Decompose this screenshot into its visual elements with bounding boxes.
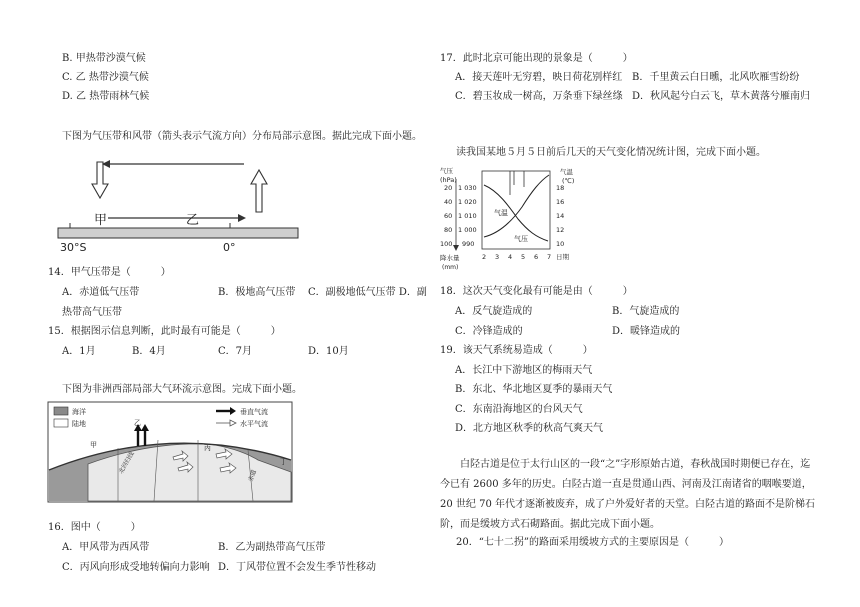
svg-text:(℃): (℃) (562, 177, 575, 185)
intro-chart: 读我国某地５月５日前后几天的天气变化情况统计图，完成下面小题。 (456, 147, 766, 158)
temperature-curve (484, 175, 549, 237)
svg-text:气压: 气压 (440, 167, 453, 175)
svg-text:3: 3 (495, 253, 500, 261)
q15-option-b: B．4月 (132, 346, 166, 357)
q16-option-c: C．丙风向形成受地转偏向力影响 (62, 562, 210, 573)
q16-stem: 16．图中（ ） (48, 522, 141, 533)
q18-stem: 18．这次天气变化最有可能是由（ ） (440, 286, 633, 297)
intro-figure-2: 下图为非洲西部局部大气环流示意图。完成下面小题。 (62, 384, 302, 395)
svg-text:100: 100 (440, 240, 453, 248)
q18-option-d: D．暖锋造成的 (612, 326, 681, 337)
weather-chart (436, 165, 596, 271)
q18-option-c: C．冷锋造成的 (455, 326, 523, 337)
q18-option-a: A．反气旋造成的 (455, 306, 533, 317)
svg-text:1 020: 1 020 (458, 198, 477, 206)
label-0deg: 0° (223, 241, 236, 254)
passage-text: 白陉古道是位于太行山区的一段“之”字形原始古道，春秋战国时期便已存在，迄今已有 2600 多年的历史。白陉古道一直是贯通山西、河南及江南诸省的咽喉要道，20 世纪 70 年代才逐渐被废弃，成了户外爱好者的天堂。白陉古道的路面不是阶梯石阶，而是缓坡方式石砌路面。据此完成下面小题。 (440, 459, 815, 530)
q17-option-c: C．碧玉妆成一树高，万条垂下绿丝绦 (455, 91, 623, 102)
label-temp: 气温 (494, 209, 508, 217)
africa-circulation-diagram (48, 402, 292, 502)
svg-text:60: 60 (444, 212, 453, 220)
q14-option-b: B．极地高气压带 (218, 287, 296, 298)
svg-text:4: 4 (508, 253, 513, 261)
q15-option-d: D．10月 (308, 346, 349, 357)
q19-option-c: C．东南沿海地区的台风天气 (455, 404, 583, 415)
q13-option-b: B. 甲热带沙漠气候 (62, 53, 146, 64)
svg-text:1 030: 1 030 (458, 184, 477, 192)
down-arrow (92, 162, 108, 198)
svg-text:降水量: 降水量 (440, 254, 460, 262)
svg-text:80: 80 (444, 226, 453, 234)
q17-option-a: A．接天莲叶无穷碧，映日荷花别样红 (455, 72, 623, 83)
svg-text:7: 7 (547, 253, 552, 261)
pressure-belt-diagram (48, 154, 308, 259)
legend-ocean-swatch (54, 407, 68, 415)
label-pressure: 气压 (514, 235, 528, 243)
svg-text:12: 12 (556, 226, 565, 234)
q19-option-b: B．东北、华北地区夏季的暴雨天气 (455, 384, 613, 395)
label-30s: 30°S (60, 241, 87, 254)
belt-label-equator: 赤道 (247, 468, 258, 483)
q17-stem: 17．此时北京可能出现的景象是（ ） (440, 53, 633, 64)
svg-text:20: 20 (444, 184, 453, 192)
q18-option-b: B．气旋造成的 (612, 306, 680, 317)
q14-option-c-cont: 热带高气压带 (62, 307, 122, 318)
label-jia: 甲 (94, 213, 108, 228)
svg-text:990: 990 (462, 240, 475, 248)
svg-text:海洋: 海洋 (72, 408, 86, 416)
svg-text:14: 14 (556, 212, 565, 220)
q20-stem: 20．“七十二拐”的路面采用缓坡方式的主要原因是（ ） (456, 537, 729, 548)
q19-stem: 19．该天气系统易造成（ ） (440, 345, 593, 356)
svg-text:16: 16 (556, 198, 565, 206)
svg-text:日期: 日期 (556, 253, 569, 261)
q14-stem: 14．甲气压带是（ ） (48, 267, 171, 278)
q14-option-c: C．副极地低气压带 D．副 (308, 287, 427, 298)
q16-option-b: B．乙为副热带高气压带 (218, 542, 326, 553)
q16-option-a: A．甲风带为西风带 (62, 542, 150, 553)
q15-option-a: A．1月 (62, 346, 96, 357)
intro-figure-1: 下图为气压带和风带（箭头表示气流方向）分布局部示意图。据此完成下面小题。 (62, 131, 422, 142)
svg-text:1 000: 1 000 (458, 226, 477, 234)
ground (58, 228, 298, 238)
q19-option-a: A．长江中下游地区的梅雨天气 (455, 365, 593, 376)
svg-text:2: 2 (482, 253, 487, 261)
svg-text:(hPa): (hPa) (440, 176, 457, 184)
svg-text:陆地: 陆地 (72, 420, 86, 428)
svg-text:40: 40 (444, 198, 453, 206)
q13-option-d: D. 乙 热带雨林气候 (62, 91, 150, 102)
up-arrow (251, 170, 267, 212)
svg-text:(mm): (mm) (442, 264, 459, 271)
legend-land-swatch (54, 419, 68, 427)
svg-text:5: 5 (521, 253, 526, 261)
svg-text:气温: 气温 (560, 168, 573, 176)
q14-option-a: A．赤道低气压带 (62, 287, 140, 298)
svg-text:水平气流: 水平气流 (240, 420, 268, 428)
svg-text:垂直气流: 垂直气流 (240, 408, 268, 416)
q15-stem: 15．根据图示信息判断，此时最有可能是（ ） (48, 326, 281, 337)
q13-option-c: C. 乙 热带沙漠气候 (62, 72, 149, 83)
q15-option-c: C．7月 (218, 346, 253, 357)
q16-option-d: D．丁风带位置不会发生季节性移动 (218, 562, 377, 573)
svg-text:6: 6 (534, 253, 539, 261)
belt-label-tropic: 北回归线 (117, 450, 136, 475)
label-ding: 丁 (280, 458, 287, 466)
svg-text:10: 10 (556, 240, 565, 248)
label-jia: 甲 (90, 441, 97, 449)
label-yi: 乙 (186, 213, 200, 228)
svg-text:18: 18 (556, 184, 565, 192)
label-yi: 乙 (134, 419, 141, 427)
q17-option-b: B．千里黄云白日曛，北风吹雁雪纷纷 (632, 72, 800, 83)
svg-text:1 010: 1 010 (458, 212, 477, 220)
q19-option-d: D．北方地区秋季的秋高气爽天气 (455, 423, 604, 434)
q17-option-d: D．秋风起兮白云飞，草木黄落兮雁南归 (632, 91, 811, 102)
label-bing: 丙 (204, 444, 211, 452)
